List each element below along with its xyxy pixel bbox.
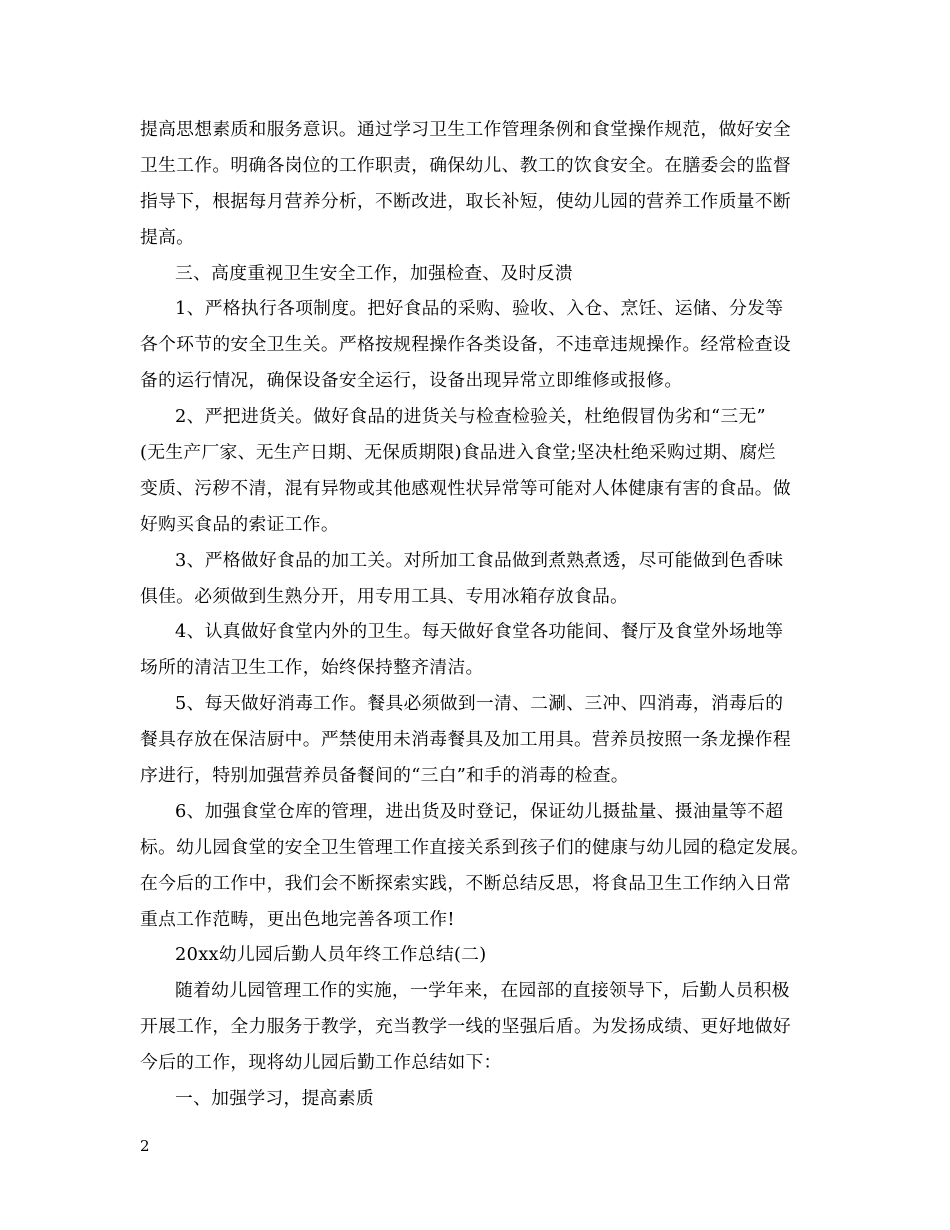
text-line: 开展工作，全力服务于教学，充当教学一线的坚强后盾。为发扬成绩、更好地做好: [140, 1016, 791, 1038]
text-line: 提高思想素质和服务意识。通过学习卫生工作管理条例和食堂操作规范，做好安全: [140, 119, 791, 140]
text-line: 3、严格做好食品的加工关。对所加工食品做到煮熟煮透，尽可能做到色香味: [175, 549, 784, 571]
text-line: 餐具存放在保洁厨中。严禁使用未消毒餐具及加工用具。营养员按照一条龙操作程: [140, 729, 791, 751]
document-body: [140, 112, 812, 1117]
section-heading: 一、加强学习，提高素质: [175, 1088, 374, 1110]
text-line: 备的运行情况，确保设备安全运行，设备出现异常立即维修或报修。: [140, 370, 683, 392]
text-line: 卫生工作。明确各岗位的工作职责，确保幼儿、教工的饮食安全。在膳委会的监督: [140, 154, 791, 176]
text-line: 今后的工作，现将幼儿园后勤工作总结如下：: [140, 1052, 502, 1074]
text-line: 1、严格执行各项制度。把好食品的采购、验收、入仓、烹饪、运储、分发等: [175, 298, 784, 320]
text-line: 标。幼儿园食堂的安全卫生管理工作直接关系到孩子们的健康与幼儿园的稳定发展。: [140, 836, 810, 858]
text-line: 4、认真做好食堂内外的卫生。每天做好食堂各功能间、餐厅及食堂外场地等: [175, 621, 784, 643]
text-line: 俱佳。必须做到生熟分开，用专用工具、专用冰箱存放食品。: [140, 585, 629, 607]
text-line: 好购买食品的索证工作。: [140, 513, 339, 535]
text-line: 5、每天做好消毒工作。餐具必须做到一清、二涮、三冲、四消毒，消毒后的: [175, 693, 784, 715]
document-subtitle: 20xx幼儿园后勤人员年终工作总结(二): [175, 944, 487, 966]
text-line: (无生产厂家、无生产日期、无保质期限)食品进入食堂;坚决杜绝采购过期、腐烂: [140, 442, 776, 464]
text-line: 2、严把进货关。做好食品的进货关与检查检验关，杜绝假冒伪劣和“三无”: [175, 406, 766, 428]
text-line: 场所的清洁卫生工作，始终保持整齐清洁。: [140, 657, 484, 679]
text-line: 变质、污秽不清，混有异物或其他感观性状异常等可能对人体健康有害的食品。做: [140, 477, 791, 499]
text-line: 序进行，特别加强营养员备餐间的“三白”和手的消毒的检查。: [140, 765, 629, 787]
text-line: 随着幼儿园管理工作的实施，一学年来，在园部的直接领导下，后勤人员积极: [175, 980, 790, 1002]
page-number: 2: [140, 1137, 150, 1155]
text-line: 6、加强食堂仓库的管理，进出货及时登记，保证幼儿摄盐量、摄油量等不超: [175, 800, 784, 822]
text-line: 各个环节的安全卫生关。严格按规程操作各类设备，不违章违规操作。经常检查设: [140, 334, 791, 356]
text-line: 指导下，根据每月营养分析，不断改进，取长补短，使幼儿园的营养工作质量不断: [140, 190, 791, 212]
section-heading: 三、高度重视卫生安全工作，加强检查、及时反溃: [175, 262, 573, 284]
text-line: 提高。: [140, 226, 195, 248]
text-line: 重点工作范畴，更出色地完善各项工作!: [140, 908, 455, 930]
text-line: 在今后的工作中，我们会不断探索实践，不断总结反思，将食品卫生工作纳入日常: [140, 872, 791, 894]
